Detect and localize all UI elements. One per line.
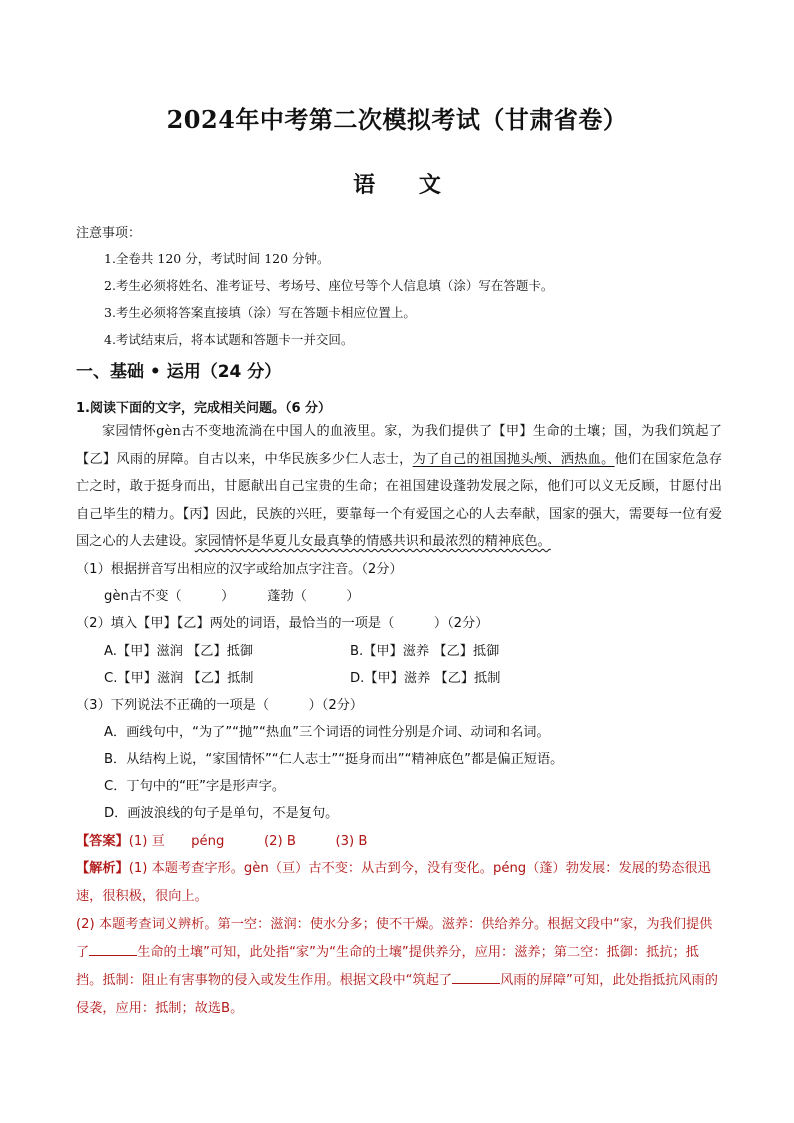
option-c: C.【甲】滋润 【乙】抵制 [104,671,254,686]
wavy-underlined-sentence: 家园情怀是华夏儿女最真挚的情感共识和最浓烈的精神底色。 [194,534,551,549]
section-heading: 一、基础 • 运用（24 分） [76,362,282,382]
note-item: 2.考生必须将姓名、准考证号、考场号、座位号等个人信息填（涂）写在答题卡。 [104,278,554,293]
exam-title: 2024年中考第二次模拟考试（甘肃省卷） [166,105,628,134]
option-a: A.【甲】滋润 【乙】抵御 [104,644,254,659]
sub-question-3: （3）下列说法不正确的一项是（ ）（2分） [76,698,364,713]
option-b: B．从结构上说，“家国情怀”“仁人志士”“挺身而出”“精神底色”都是偏正短语。 [104,752,564,767]
analysis-block [76,855,722,1023]
option-c: C．丁句中的“旺”字是形声字。 [104,779,286,794]
option-b: B.【甲】滋养 【乙】抵御 [350,644,500,659]
analysis-text: 生命的土壤”可知，此处指“家”为“生命的土壤”提供养分，应用：滋养；第二空：抵御：抵抗；抵挡。抵制：阻止有害事物的侵入或发生作用。根据文段中“筑起了 [76,945,699,988]
note-item: 3.考生必须将答案直接填（涂）写在答题卡相应位置上。 [104,305,416,320]
passage-text: 他们在国家危急存亡之时，敢于挺身而出，甘愿献出自己宝贵的生命；在祖国建设蓬勃发展之际，他们可以义无反顾，甘愿付出自己毕生的精力。【丙】因此，民族的兴旺，要靠每一个有爱国之心的人去奉献，国家的强大，需要每一位有爱国之心的人去建设。 [76,451,723,549]
sub-question-2: （2）填入【甲】【乙】两处的词语，最恰当的一项是（ ）（2分） [76,616,489,631]
answer-blank [89,943,137,956]
sub-question-1-items: gèn古不变（ ） 蓬勃（ ） [104,589,360,604]
reading-passage [76,418,722,556]
option-a: A．画线句中，“为了”“抛”“热血”三个词语的词性分别是介词、动词和名词。 [104,725,550,740]
analysis-text: (2) 本题考查词义辨析。第一空：滋润：使水分多；使不干燥。滋养：供给养分。根据文段中“家，为我们提供了 [76,917,713,960]
note-item: 4.考试结束后，将本试题和答题卡一并交回。 [104,332,354,347]
analysis-paragraph-2 [76,911,722,1023]
option-d: D.【甲】滋养 【乙】抵制 [350,671,501,686]
analysis-label: 【解析】 [76,861,129,876]
question-heading: 1.阅读下面的文字，完成相关问题。（6 分） [76,401,332,416]
analysis-paragraph-1 [76,855,722,911]
passage-text: 家园情怀gèn古不变地流淌在中国人的血液里。家，为我们提供了【甲】生命的土壤；国，为我们筑起了【乙】风雨的屏障。自古以来，中华民族多少仁人志士， [76,424,722,467]
option-d: D．画波浪线的句子是单句，不是复句。 [104,806,339,821]
answer-line [76,830,367,849]
note-item: 1.全卷共 120 分，考试时间 120 分钟。 [104,251,330,266]
underlined-sentence: 为了自己的祖国抛头颅、洒热血。 [412,451,615,467]
sub-question-1: （1）根据拼音写出相应的汉字或给加点字注音。（2分） [76,562,403,577]
analysis-text: (1) 本题考查字形。gèn（亘）古不变：从古到今，没有变化。péng（蓬）勃发展：发展的势态很迅速，很积极，很向上。 [76,861,711,904]
answer-text: (1) 亘 péng (2) B (3) B [128,834,368,849]
answer-blank [452,971,500,984]
notes-heading: 注意事项： [76,226,142,241]
analysis-text: 风雨的屏障”可知，此处指抵抗风雨的侵袭，应用：抵制；故选B。 [76,973,718,1016]
subject-title: 语 文 [353,172,459,198]
answer-label: 【答案】 [76,834,129,849]
